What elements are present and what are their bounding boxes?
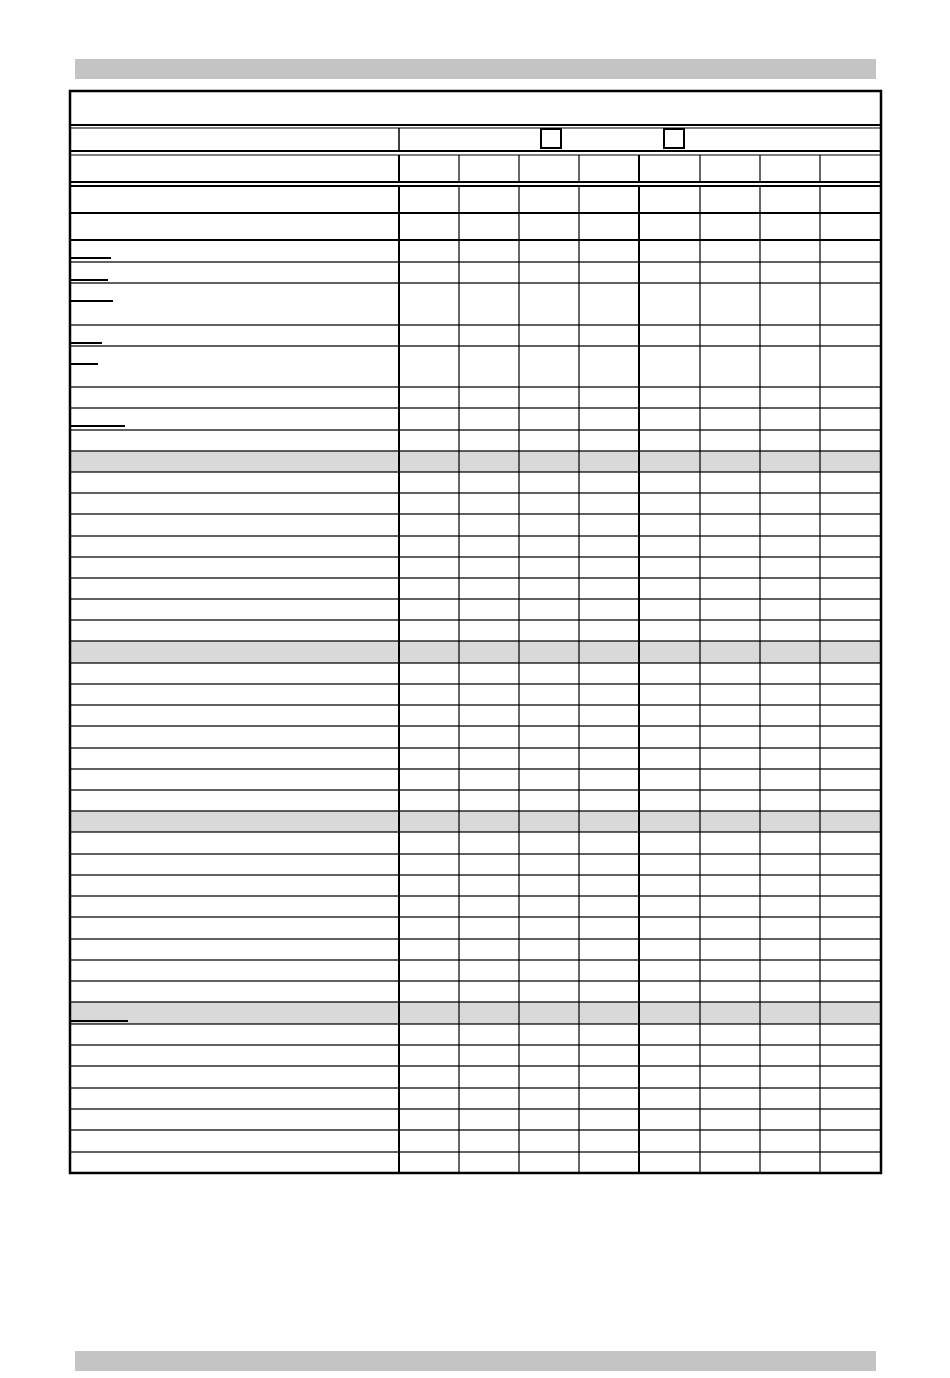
option-a-checkbox <box>541 129 561 148</box>
option-b-checkbox <box>664 129 684 148</box>
section-heading-shade <box>70 1002 881 1024</box>
section-heading-shade <box>70 451 881 472</box>
section-heading-shade <box>70 811 881 832</box>
section-heading-shade <box>70 641 881 663</box>
